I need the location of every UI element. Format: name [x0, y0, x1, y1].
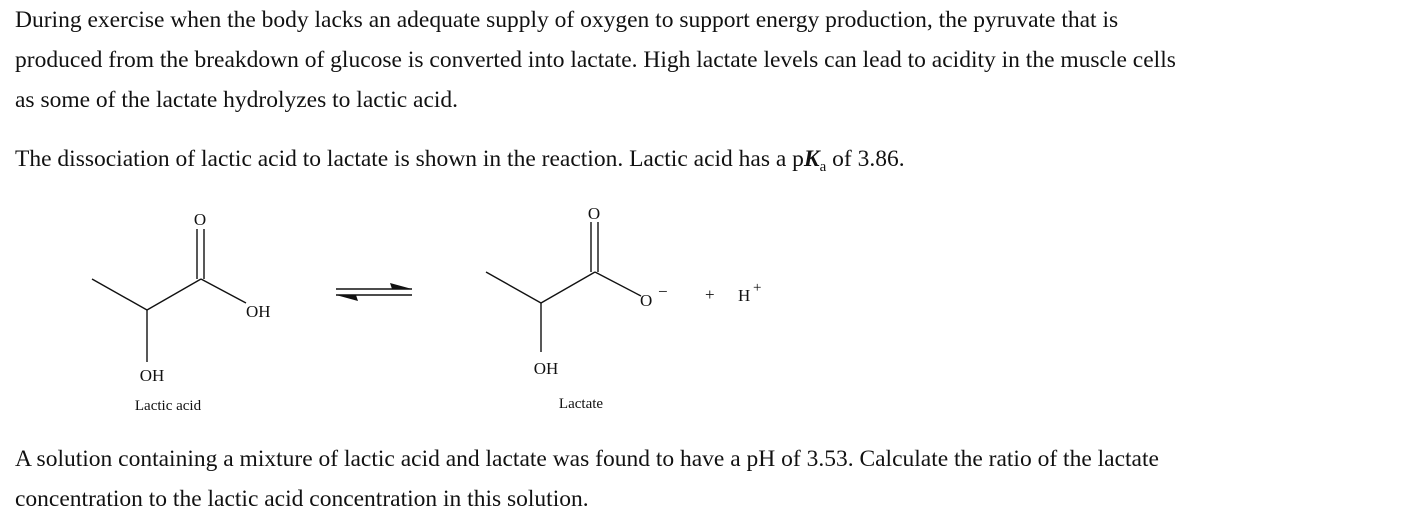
question-paragraph [15, 439, 1159, 519]
carbonyl-oxygen-label: O [193, 210, 207, 229]
lactate-carbonyl-oxygen-label: O [587, 204, 601, 223]
lactate-hydroxyl-label: OH [533, 359, 559, 378]
acid-oh-bond [201, 279, 246, 303]
pka-value-text: of 3.86. [826, 146, 905, 172]
lactate-o-bond [595, 272, 641, 296]
lactate-methyl-bond [486, 272, 541, 303]
intro-line-2: produced from the breakdown of glucose is converted into lactate. High lactate levels can lead to acidity in the muscle cells [15, 47, 1176, 73]
methyl-bond [92, 279, 147, 310]
dissociation-text: The dissociation of lactic acid to lactate is shown in the reaction. Lactic acid has a p [15, 146, 804, 172]
lactic-acid-caption: Lactic acid [134, 398, 202, 414]
intro-line-1: During exercise when the body lacks an adequate supply of oxygen to support energy production, the pyruvate that is [15, 7, 1119, 33]
dissociation-paragraph [15, 139, 905, 182]
c-c-bond [147, 279, 201, 310]
question-line-2: concentration to the lactic acid concentration in this solution. [15, 486, 589, 512]
lactate-anion-oxygen-label: O [640, 291, 653, 310]
question-line-1: A solution containing a mixture of lactic acid and lactate was found to have a pH of 3.53. Calculate the ratio of the lactate [15, 446, 1159, 472]
forward-arrow-head [390, 283, 412, 289]
plus-sign: + [705, 285, 715, 304]
intro-line-3: as some of the lactate hydrolyzes to lactic acid. [15, 87, 459, 113]
proton-label: H [738, 286, 751, 305]
lactate-structure [486, 204, 668, 412]
reaction-scheme [0, 195, 1420, 425]
lactate-c-c-bond [541, 272, 595, 303]
lactate-caption: Lactate [558, 396, 604, 412]
reverse-arrow-head [336, 295, 358, 301]
acid-hydroxyl-label: OH [246, 302, 271, 321]
lactic-acid-structure [92, 210, 271, 414]
intro-paragraph [15, 0, 1176, 120]
negative-charge-label: − [658, 282, 668, 301]
pka-k-symbol: K [803, 146, 820, 172]
proton-charge-label: + [753, 280, 762, 296]
pka-subscript: a [819, 159, 827, 175]
alcohol-hydroxyl-label: OH [139, 366, 165, 385]
equilibrium-arrow [336, 283, 412, 301]
